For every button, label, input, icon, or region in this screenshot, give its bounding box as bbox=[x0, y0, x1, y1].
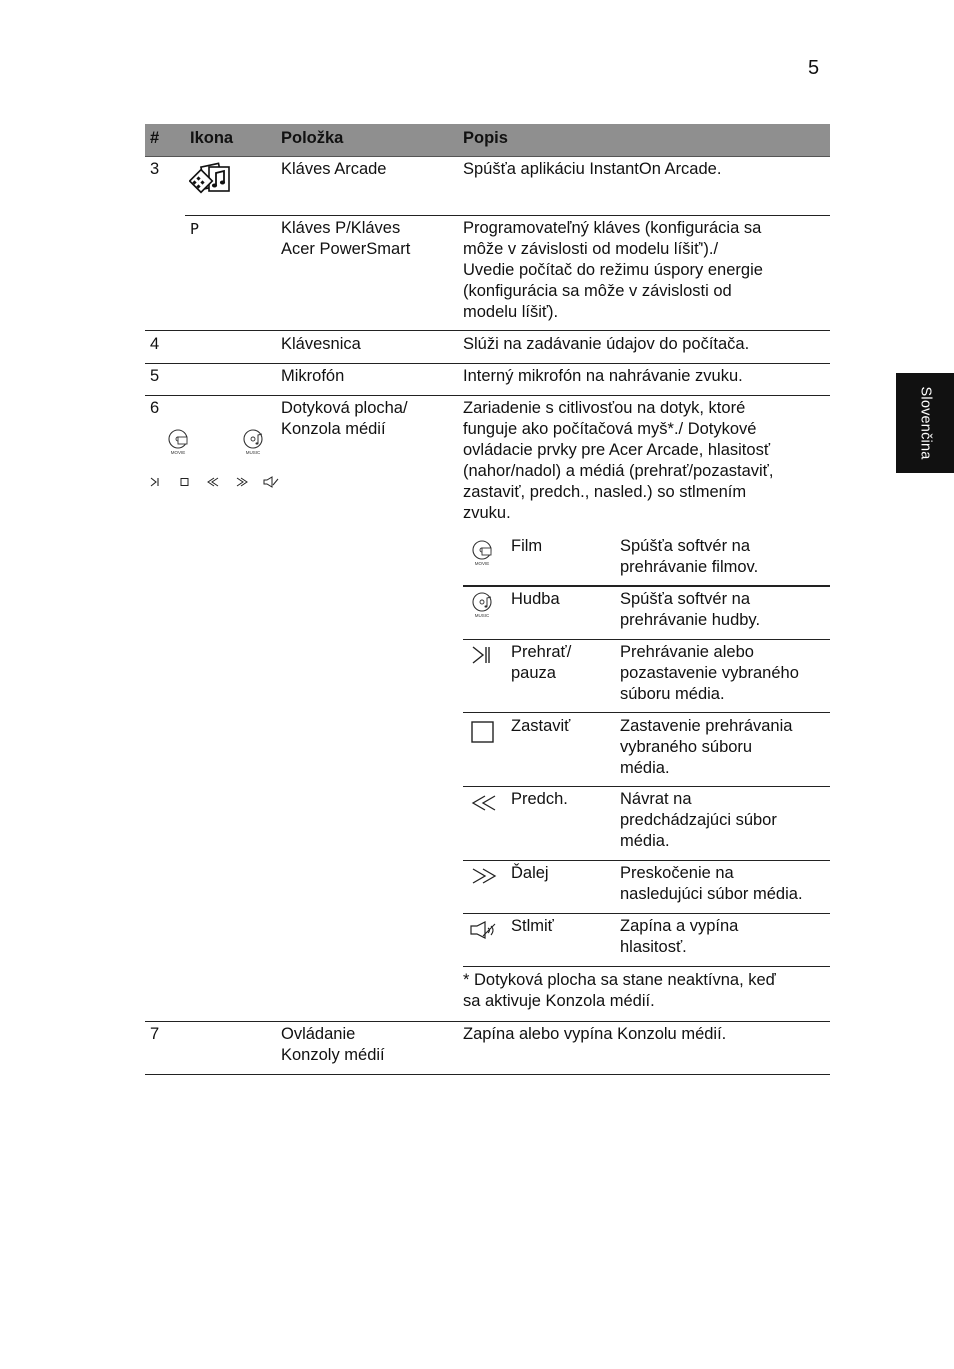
row-item: Klávesnica bbox=[281, 335, 361, 353]
play-pause-icon bbox=[149, 476, 163, 488]
header-item: Položka bbox=[281, 129, 344, 147]
divider bbox=[463, 786, 830, 787]
row-desc: Slúži na zadávanie údajov do počítača. bbox=[463, 335, 750, 353]
language-label: Slovenčina bbox=[917, 386, 934, 460]
mute-icon bbox=[469, 920, 499, 940]
sub-item-name: Prehrať/ pauza bbox=[511, 643, 572, 682]
row-num: 6 bbox=[150, 399, 160, 417]
row-desc: Interný mikrofón na nahrávanie zvuku. bbox=[463, 367, 743, 385]
p-key-icon: P bbox=[190, 220, 200, 238]
divider bbox=[463, 712, 830, 713]
row-item: Kláves Arcade bbox=[281, 160, 387, 178]
divider bbox=[185, 215, 830, 216]
movie-icon-label: MOVIE bbox=[474, 561, 490, 566]
sub-item-desc: Spúšťa softvér na prehrávanie filmov. bbox=[620, 537, 759, 576]
page-number: 5 bbox=[808, 57, 820, 79]
sub-item-name: Zastaviť bbox=[511, 717, 571, 735]
previous-icon bbox=[206, 476, 220, 488]
sub-item-desc: Zapína a vypína hlasitosť. bbox=[620, 917, 739, 956]
music-icon bbox=[470, 592, 496, 618]
movie-icon-label: MOVIE bbox=[170, 450, 186, 455]
row-desc: Programovateľný kláves (konfigurácia sa môže v závislosti od modelu líšiť')./ Uvedie počítač do režimu úspory energie (konfigurácia sa môže v závislosti od modelu líšiť). bbox=[463, 219, 763, 321]
sub-item-name: Predch. bbox=[511, 790, 568, 808]
movie-icon bbox=[165, 429, 191, 455]
stop-icon bbox=[178, 476, 192, 488]
footnote: * Dotyková plocha sa stane neaktívna, keď sa aktivuje Konzola médií. bbox=[463, 971, 776, 1010]
sub-item-desc: Návrat na predchádzajúci súbor média. bbox=[620, 790, 777, 850]
table-header bbox=[145, 124, 830, 157]
divider bbox=[463, 639, 830, 640]
row-item: Dotyková plocha/ Konzola médií bbox=[281, 399, 408, 438]
divider bbox=[463, 585, 830, 587]
divider bbox=[145, 363, 830, 364]
arcade-icon bbox=[189, 161, 233, 201]
previous-icon bbox=[470, 792, 498, 814]
sub-item-name: Ďalej bbox=[511, 864, 549, 882]
music-icon bbox=[240, 429, 266, 455]
sub-item-name: Film bbox=[511, 537, 543, 555]
divider bbox=[145, 395, 830, 396]
divider bbox=[145, 1021, 830, 1022]
header-desc: Popis bbox=[463, 129, 508, 147]
row-item: Mikrofón bbox=[281, 367, 345, 385]
divider bbox=[145, 1074, 830, 1075]
row-num: 5 bbox=[150, 367, 160, 385]
mute-icon bbox=[263, 476, 279, 488]
sub-item-desc: Prehrávanie alebo pozastavenie vybraného súboru média. bbox=[620, 643, 799, 703]
next-icon bbox=[470, 865, 498, 887]
sub-item-name: Hudba bbox=[511, 590, 560, 608]
header-icon: Ikona bbox=[190, 129, 234, 147]
music-icon-label: MUSIC bbox=[474, 613, 490, 618]
divider bbox=[463, 913, 830, 914]
divider bbox=[145, 330, 830, 331]
row-num: 7 bbox=[150, 1025, 160, 1043]
language-side-tab bbox=[896, 373, 954, 473]
row-num: 4 bbox=[150, 335, 160, 353]
sub-item-desc: Zastavenie prehrávania vybraného súboru média. bbox=[620, 717, 793, 777]
row-desc: Zariadenie s citlivosťou na dotyk, ktoré funguje ako počítačová myš*./ Dotykové ovládacie prvky pre Acer Arcade, hlasitosť (nahor/nadol) a médiá (prehrať/pozastaviť, zastaviť, predch., nasled.) so stlmením zvuku. bbox=[463, 399, 774, 522]
sub-item-desc: Preskočenie na nasledujúci súbor média. bbox=[620, 864, 803, 903]
row-desc: Spúšťa aplikáciu InstantOn Arcade. bbox=[463, 160, 722, 178]
header-num: # bbox=[150, 129, 160, 147]
movie-icon bbox=[470, 540, 496, 566]
music-icon-label: MUSIC bbox=[245, 450, 261, 455]
divider bbox=[463, 966, 830, 967]
stop-icon bbox=[470, 720, 496, 744]
sub-item-desc: Spúšťa softvér na prehrávanie hudby. bbox=[620, 590, 761, 629]
play-pause-icon bbox=[470, 644, 496, 666]
row-desc: Zapína alebo vypína Konzolu médií. bbox=[463, 1025, 727, 1043]
row-item: Ovládanie Konzoly médií bbox=[281, 1025, 385, 1064]
divider bbox=[463, 860, 830, 861]
next-icon bbox=[235, 476, 249, 488]
row-item: Kláves P/Kláves Acer PowerSmart bbox=[281, 219, 411, 258]
sub-item-name: Stlmiť bbox=[511, 917, 554, 935]
row-num: 3 bbox=[150, 160, 160, 178]
